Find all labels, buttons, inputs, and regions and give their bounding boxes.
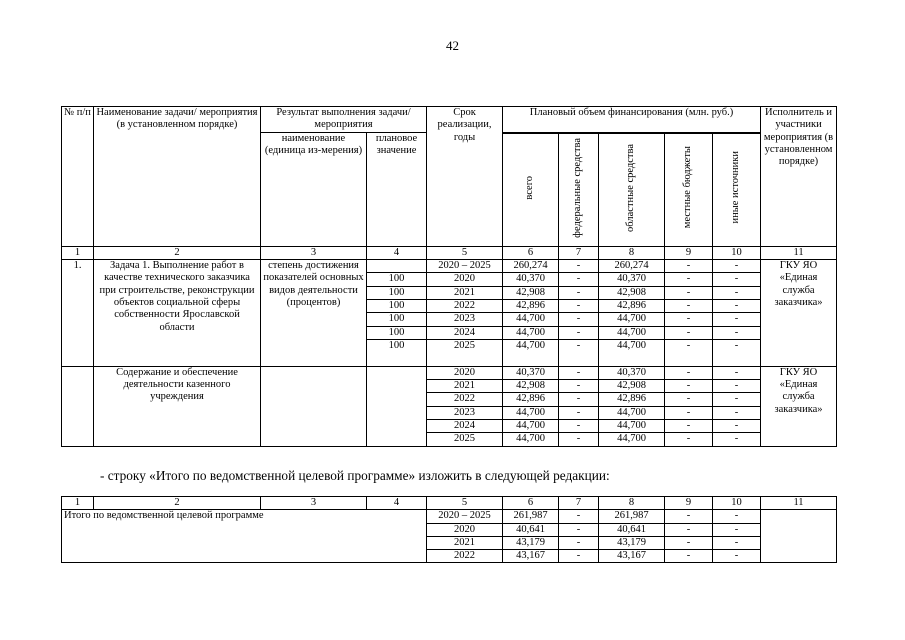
fin-other: -	[713, 550, 761, 563]
fin-total: 44,700	[503, 339, 559, 366]
fin-regional: 40,370	[599, 366, 665, 379]
task-name: Задача 1. Выполнение работ в качестве технического заказчика при строительстве, реконструкции объектов социальной сферы собственности Ярославской области	[94, 260, 261, 367]
fin-federal: -	[559, 510, 599, 523]
fin-regional: 43,167	[599, 550, 665, 563]
year: 2022	[427, 550, 503, 563]
header-fin-federal: федеральные средства	[572, 137, 584, 238]
col-number: 2	[94, 246, 261, 259]
fin-other: -	[713, 273, 761, 286]
fin-local: -	[665, 366, 713, 379]
year: 2020	[427, 523, 503, 536]
fin-total: 42,908	[503, 286, 559, 299]
fin-regional: 42,896	[599, 393, 665, 406]
fin-total: 44,700	[503, 433, 559, 446]
fin-regional: 44,700	[599, 433, 665, 446]
fin-regional: 42,896	[599, 299, 665, 312]
table-row	[62, 366, 837, 379]
col-number: 6	[503, 497, 559, 510]
header-result-plan: плановое значение	[367, 132, 427, 246]
fin-regional: 43,179	[599, 536, 665, 549]
activity-name: Содержание и обеспечение деятельности казенного учреждения	[94, 366, 261, 446]
amendment-note: - строку «Итого по ведомственной целевой программе» изложить в следующей редакции:	[100, 468, 610, 483]
year: 2025	[427, 433, 503, 446]
header-result: Результат выполнения задачи/ мероприятия	[261, 107, 427, 133]
plan-value: 100	[367, 339, 427, 366]
fin-federal: -	[559, 433, 599, 446]
task-num: 1.	[62, 260, 94, 367]
fin-regional: 42,908	[599, 286, 665, 299]
fin-total: 44,700	[503, 313, 559, 326]
fin-total: 43,179	[503, 536, 559, 549]
fin-local: -	[665, 419, 713, 432]
col-number: 8	[599, 246, 665, 259]
year: 2021	[427, 380, 503, 393]
fin-other: -	[713, 380, 761, 393]
activity-executor: ГКУ ЯО «Единая служба заказчика»	[761, 366, 837, 446]
fin-federal: -	[559, 406, 599, 419]
fin-local: -	[665, 380, 713, 393]
total-label: Итого по ведомственной целевой программе	[62, 510, 427, 563]
col-number: 11	[761, 246, 837, 259]
fin-total: 42,896	[503, 299, 559, 312]
col-number: 3	[261, 246, 367, 259]
plan-value: 100	[367, 273, 427, 286]
fin-other: -	[713, 286, 761, 299]
year: 2022	[427, 299, 503, 312]
header-fin-other: иные источники	[730, 151, 742, 224]
year: 2021	[427, 286, 503, 299]
fin-local: -	[665, 339, 713, 366]
col-number: 9	[665, 246, 713, 259]
fin-local: -	[665, 550, 713, 563]
col-number: 1	[62, 246, 94, 259]
fin-total: 40,370	[503, 366, 559, 379]
activity-num-empty	[62, 366, 94, 446]
fin-federal: -	[559, 286, 599, 299]
fin-local: -	[665, 313, 713, 326]
col-number: 3	[261, 497, 367, 510]
fin-other: -	[713, 260, 761, 273]
column-number-row	[62, 497, 837, 510]
fin-total: 44,700	[503, 326, 559, 339]
year: 2020 – 2025	[427, 260, 503, 273]
fin-regional: 260,274	[599, 260, 665, 273]
fin-other: -	[713, 536, 761, 549]
table-row	[62, 260, 837, 273]
col-number: 5	[427, 246, 503, 259]
fin-federal: -	[559, 273, 599, 286]
fin-total: 260,274	[503, 260, 559, 273]
fin-total: 42,896	[503, 393, 559, 406]
col-number: 4	[367, 246, 427, 259]
col-number: 6	[503, 246, 559, 259]
plan-value: 100	[367, 326, 427, 339]
fin-federal: -	[559, 536, 599, 549]
fin-regional: 40,641	[599, 523, 665, 536]
col-number: 10	[713, 497, 761, 510]
activity-plan-empty	[367, 366, 427, 446]
header-fin-local: местные бюджеты	[682, 146, 694, 229]
plan-value: 100	[367, 286, 427, 299]
fin-regional: 261,987	[599, 510, 665, 523]
header-row-1	[62, 107, 837, 133]
total-executor-empty	[761, 510, 837, 563]
fin-total: 43,167	[503, 550, 559, 563]
page-number: 42	[446, 38, 459, 53]
fin-total: 44,700	[503, 419, 559, 432]
year: 2020	[427, 366, 503, 379]
header-financing: Плановый объем финансирования (млн. руб.)	[503, 107, 761, 133]
fin-local: -	[665, 406, 713, 419]
col-number: 7	[559, 246, 599, 259]
fin-local: -	[665, 510, 713, 523]
fin-federal: -	[559, 523, 599, 536]
fin-federal: -	[559, 299, 599, 312]
fin-regional: 40,370	[599, 273, 665, 286]
column-number-row	[62, 246, 837, 259]
total-table	[61, 496, 837, 563]
fin-other: -	[713, 419, 761, 432]
fin-local: -	[665, 523, 713, 536]
col-number: 11	[761, 497, 837, 510]
col-number: 9	[665, 497, 713, 510]
fin-regional: 44,700	[599, 339, 665, 366]
fin-federal: -	[559, 313, 599, 326]
table-row	[62, 510, 837, 523]
col-number: 4	[367, 497, 427, 510]
col-number: 5	[427, 497, 503, 510]
header-name: Наименование задачи/ мероприятия (в установленном порядке)	[94, 107, 261, 247]
header-fin-total: всего	[524, 175, 536, 200]
year: 2022	[427, 393, 503, 406]
fin-other: -	[713, 313, 761, 326]
fin-federal: -	[559, 393, 599, 406]
fin-local: -	[665, 433, 713, 446]
fin-other: -	[713, 406, 761, 419]
col-number: 1	[62, 497, 94, 510]
year: 2023	[427, 313, 503, 326]
fin-regional: 44,700	[599, 406, 665, 419]
fin-other: -	[713, 433, 761, 446]
task-executor: ГКУ ЯО «Единая служба заказчика»	[761, 260, 837, 367]
year: 2023	[427, 406, 503, 419]
header-executor: Исполнитель и участники мероприятия (в установленном порядке)	[761, 107, 837, 247]
fin-local: -	[665, 299, 713, 312]
fin-other: -	[713, 366, 761, 379]
header-num: № п/п	[62, 107, 94, 247]
fin-federal: -	[559, 260, 599, 273]
fin-total: 44,700	[503, 406, 559, 419]
year: 2025	[427, 339, 503, 366]
fin-federal: -	[559, 326, 599, 339]
fin-federal: -	[559, 419, 599, 432]
fin-local: -	[665, 273, 713, 286]
plan-value: 100	[367, 313, 427, 326]
fin-total: 40,370	[503, 273, 559, 286]
fin-regional: 44,700	[599, 419, 665, 432]
fin-total: 261,987	[503, 510, 559, 523]
col-number: 2	[94, 497, 261, 510]
fin-federal: -	[559, 380, 599, 393]
fin-local: -	[665, 536, 713, 549]
year: 2024	[427, 326, 503, 339]
header-result-name: наименование (единица из-мерения)	[261, 132, 367, 246]
year: 2020	[427, 273, 503, 286]
fin-federal: -	[559, 550, 599, 563]
fin-total: 42,908	[503, 380, 559, 393]
col-number: 8	[599, 497, 665, 510]
fin-local: -	[665, 393, 713, 406]
header-term: Срок реализации, годы	[427, 107, 503, 247]
fin-federal: -	[559, 339, 599, 366]
plan-value: 100	[367, 299, 427, 312]
year: 2020 – 2025	[427, 510, 503, 523]
header-fin-regional: областные средства	[625, 143, 637, 232]
activity-result-empty	[261, 366, 367, 446]
fin-other: -	[713, 523, 761, 536]
col-number: 7	[559, 497, 599, 510]
fin-federal: -	[559, 366, 599, 379]
fin-other: -	[713, 299, 761, 312]
year: 2021	[427, 536, 503, 549]
col-number: 10	[713, 246, 761, 259]
task-result-name: степень достижения показателей основных видов деятельности (процентов)	[261, 260, 367, 367]
fin-regional: 44,700	[599, 326, 665, 339]
fin-regional: 44,700	[599, 313, 665, 326]
fin-total: 40,641	[503, 523, 559, 536]
fin-other: -	[713, 326, 761, 339]
fin-other: -	[713, 510, 761, 523]
fin-other: -	[713, 339, 761, 366]
fin-local: -	[665, 260, 713, 273]
financing-table	[61, 106, 837, 447]
fin-regional: 42,908	[599, 380, 665, 393]
fin-other: -	[713, 393, 761, 406]
year: 2024	[427, 419, 503, 432]
fin-local: -	[665, 326, 713, 339]
fin-local: -	[665, 286, 713, 299]
plan-value	[367, 260, 427, 273]
